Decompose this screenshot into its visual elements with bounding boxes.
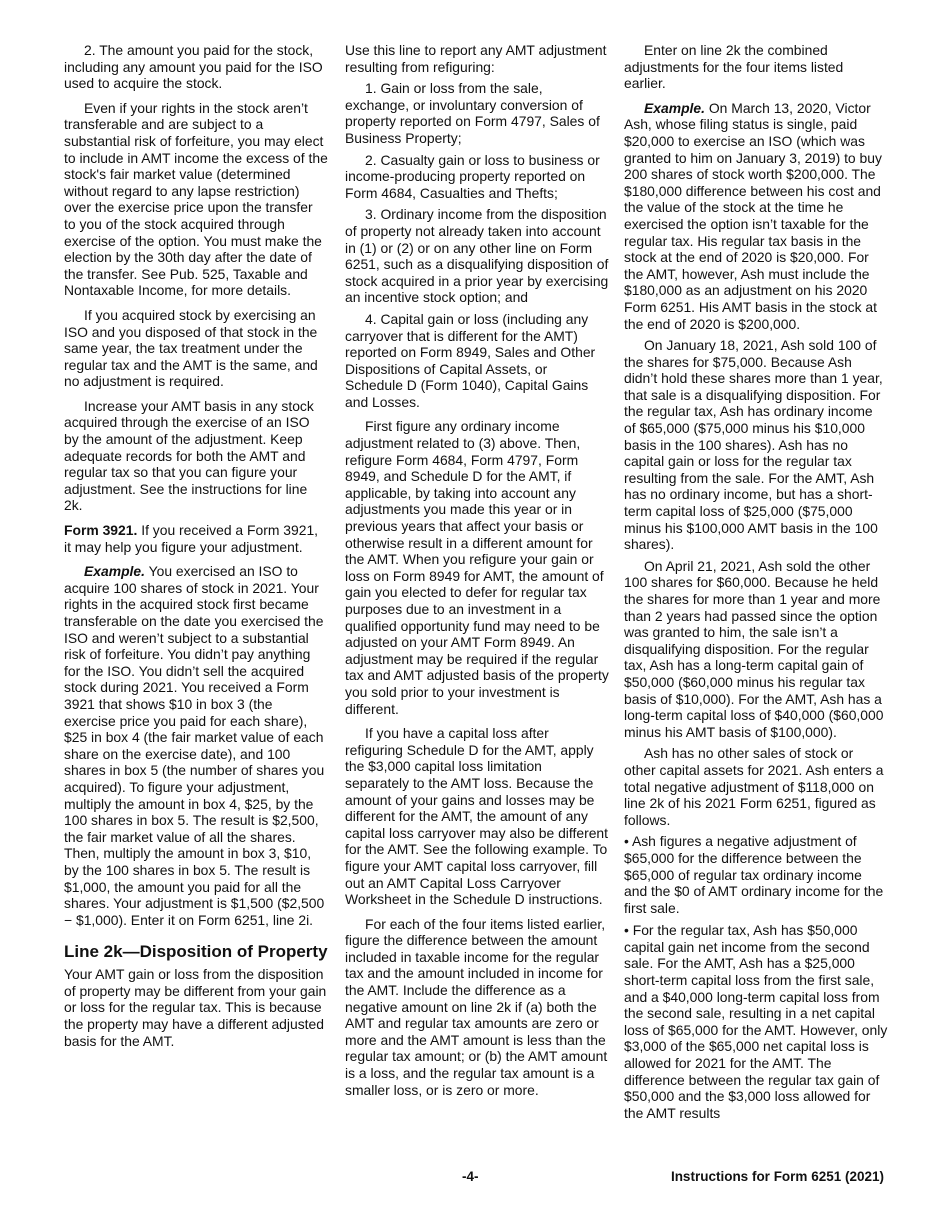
example-ash-lead: Example. bbox=[644, 99, 705, 116]
section-heading-line-2k: Line 2k—Disposition of Property bbox=[64, 942, 328, 962]
example-ash-text: On March 13, 2020, Victor Ash, whose filing status is single, paid $20,000 to exercise an ISO (which was granted to him on January 3, 2019) to buy 200 shares of stock worth $200,000. The $180,000 difference between his cost and the value of the stock at the time he exercised the option isn’t taxable for the regular tax. His regular tax basis in the stock at the end of 2020 is $20,000. For the AMT, however, Ash must include the $180,000 as an adjustment on his 2020 Form 6251. His AMT basis in the stock at the end of 2020 is $200,000. bbox=[624, 99, 882, 332]
example-lead: Example. bbox=[84, 563, 145, 580]
column-left bbox=[64, 42, 328, 1057]
bullet-ordinary-income: • Ash figures a negative adjustment of $65,000 for the difference between the $65,000 of regular tax ordinary income and the $0 of AMT ordinary income for the first sale. bbox=[624, 833, 884, 916]
column-right bbox=[624, 42, 888, 1127]
list-item-4: 4. Capital gain or loss (including any carryover that is different for the AMT) reported on Form 8949, Sales and Other Dispositions of Capital Assets, or Schedule D (Form 1040), Capital Gains and Losses. bbox=[345, 310, 596, 410]
paragraph-enter-line-2k: Enter on line 2k the combined adjustments for the four items listed earlier. bbox=[624, 42, 844, 92]
list-item-3: 3. Ordinary income from the disposition of property not already taken into account in (1) or (2) or on any other line on Form 6251, such as a disqualifying disposition of stock acquired in a prior year by exercising an incentive stock option; and bbox=[345, 206, 609, 306]
example-text: You exercised an ISO to acquire 100 shares of stock in 2021. Your rights in the acquired stock first became transferable on the date you exercised the ISO and weren’t subject to a substantial risk of forfeiture. You didn’t pay anything for the ISO. You didn’t sell the acquired stock during 2021. You received a Form 3921 that shows $10 in box 3 (the exercise price you paid for each share), $25 in box 4 (the fair market value of each share on the exercise date), and 100 shares in box 5 (the number of shares you acquired). To figure your adjustment, multiply the amount in box 4, $25, by the 100 shares in box 5. The result is $2,500, the fair market value of all the shares. Then, multiply the amount in box 3, $10, by the 100 shares in box 5. The result is $1,000, the amount you paid for all the shares. Your adjustment is $1,500 ($2,500 − $1,000). Enter it on Form 6251, line 2i. bbox=[64, 563, 325, 928]
paragraph-each-item: For each of the four items listed earlier, figure the difference between the amount included in taxable income for the regular tax and the amount included in income for the AMT. Include the difference as a negative amount on line 2k if (a) both the AMT and regular tax amounts are zero or more and the AMT amount is less than the regular tax amount; or (b) the AMT amount is a loss, and the regular tax amount is a smaller loss, or is zero or more. bbox=[345, 915, 608, 1098]
paragraph-amt-gain-loss: Your AMT gain or loss from the disposition of property may be different from your gain or loss for the regular tax. This is because the property may have a different adjusted basis for the AMT. bbox=[64, 966, 327, 1049]
paragraph-example-ash bbox=[624, 100, 888, 332]
paragraph-increase-basis: Increase your AMT basis in any stock acquired through the exercise of an ISO by the amount of the adjustment. Keep adequate records for both the AMT and regular tax so that you can figure your adjustment. See the instructions for line 2k. bbox=[64, 397, 314, 514]
form-3921-text: If you received a Form 3921, it may help you figure your adjustment. bbox=[64, 522, 319, 555]
bullet-capital-gain: • For the regular tax, Ash has $50,000 capital gain net income from the second sale. For the AMT, Ash has a $25,000 short-term capital loss from the first sale, and a $40,000 long-term capital loss from the second sale, resulting in a net capital loss of $65,000 for the AMT. However, only $3,000 of the $65,000 net capital loss is allowed for 2021 for the AMT. The difference between the regular tax gain of $50,000 and the $3,000 loss allowed for the AMT results bbox=[624, 922, 888, 1121]
paragraph-same-year: If you acquired stock by exercising an ISO and you disposed of that stock in the same year, the tax treatment under the regular tax and the AMT is the same, and no adjustment is required. bbox=[64, 306, 318, 390]
paragraph-use-this-line: Use this line to report any AMT adjustment resulting from refiguring: bbox=[345, 42, 607, 75]
paragraph-capital-loss: If you have a capital loss after refiguring Schedule D for the AMT, apply the $3,000 capital loss limitation separately to the AMT loss. Because the amount of your gains and losses may be different for the AMT, the amount of any capital loss carryover may also be different for the AMT. See the following example. To figure your AMT capital loss carryover, fill out an AMT Capital Loss Carryover Worksheet in the Schedule D instructions. bbox=[345, 725, 609, 908]
paragraph-form-3921 bbox=[64, 522, 328, 555]
paragraph-exercise-price: 2. The amount you paid for the stock, including any amount you paid for the ISO used to acquire the stock. bbox=[64, 42, 323, 92]
paragraph-first-figure: First figure any ordinary income adjustment related to (3) above. Then, refigure Form 4684, Form 4797, Form 8949, and Schedule D for the AMT, if applicable, by taking into account any adjustments you made this year or in previous years that affect your basis or otherwise result in a different amount for the AMT. When you refigure your gain or loss on Form 8949 for AMT, the amount of gain you elected to defer for regular tax purposes due to an investment in a qualified opportunity fund may need to be adjusted on your AMT Form 8949. An adjustment may be required if the regular tax and AMT adjusted basis of the property you sold prior to your investment is different. bbox=[345, 418, 609, 717]
paragraph-election: Even if your rights in the stock aren’t transferable and are subject to a substantial risk of forfeiture, you may elect to include in AMT income the excess of the stock's fair market value (determined without regard to any lapse restriction) over the exercise price upon the transfer to you of the stock acquired through exercise of the option. You must make the election by the 30th day after the date of the transfer. See Pub. 525, Taxable and Nontaxable Income, for more details. bbox=[64, 99, 328, 299]
paragraph-example-iso bbox=[64, 563, 328, 928]
list-item-1: 1. Gain or loss from the sale, exchange, or involuntary conversion of property reported on Form 4797, Sales of Business Property; bbox=[345, 80, 600, 146]
footer-form-title: Instructions for Form 6251 (2021) bbox=[670, 1169, 884, 1184]
page-number: -4- bbox=[462, 1169, 479, 1184]
form-3921-lead: Form 3921. bbox=[64, 522, 138, 539]
paragraph-first-sale: On January 18, 2021, Ash sold 100 of the shares for $75,000. Because Ash didn’t hold these shares more than 1 year, that sale is a disqualifying disposition. For the regular tax, Ash has ordinary income of $65,000 ($75,000 minus his $10,000 basis in the 100 shares). Ash has no capital gain or loss for the regular tax resulting from the sale. For the AMT, Ash has no ordinary income, but has a short-term capital loss of $25,000 ($75,000 minus his $100,000 AMT basis in the 100 shares). bbox=[624, 337, 883, 553]
list-item-2: 2. Casualty gain or loss to business or income-producing property reported on Form 4684, Casualties and Thefts; bbox=[345, 151, 600, 201]
paragraph-second-sale: On April 21, 2021, Ash sold the other 100 shares for $60,000. Because he held the shares for more than 1 year and more than 2 years had passed since the option was granted to him, the sale isn’t a disqualifying disposition. For the regular tax, Ash has a long-term capital gain of $50,000 ($60,000 minus his regular tax basis of $10,000). For the AMT, Ash has a long-term capital loss of $40,000 ($60,000 minus his AMT basis of $100,000). bbox=[624, 557, 884, 740]
column-middle bbox=[345, 42, 609, 1106]
paragraph-total-adjustment: Ash has no other sales of stock or other capital assets for 2021. Ash enters a total negative adjustment of $118,000 on line 2k of his 2021 Form 6251, figured as follows. bbox=[624, 745, 884, 828]
